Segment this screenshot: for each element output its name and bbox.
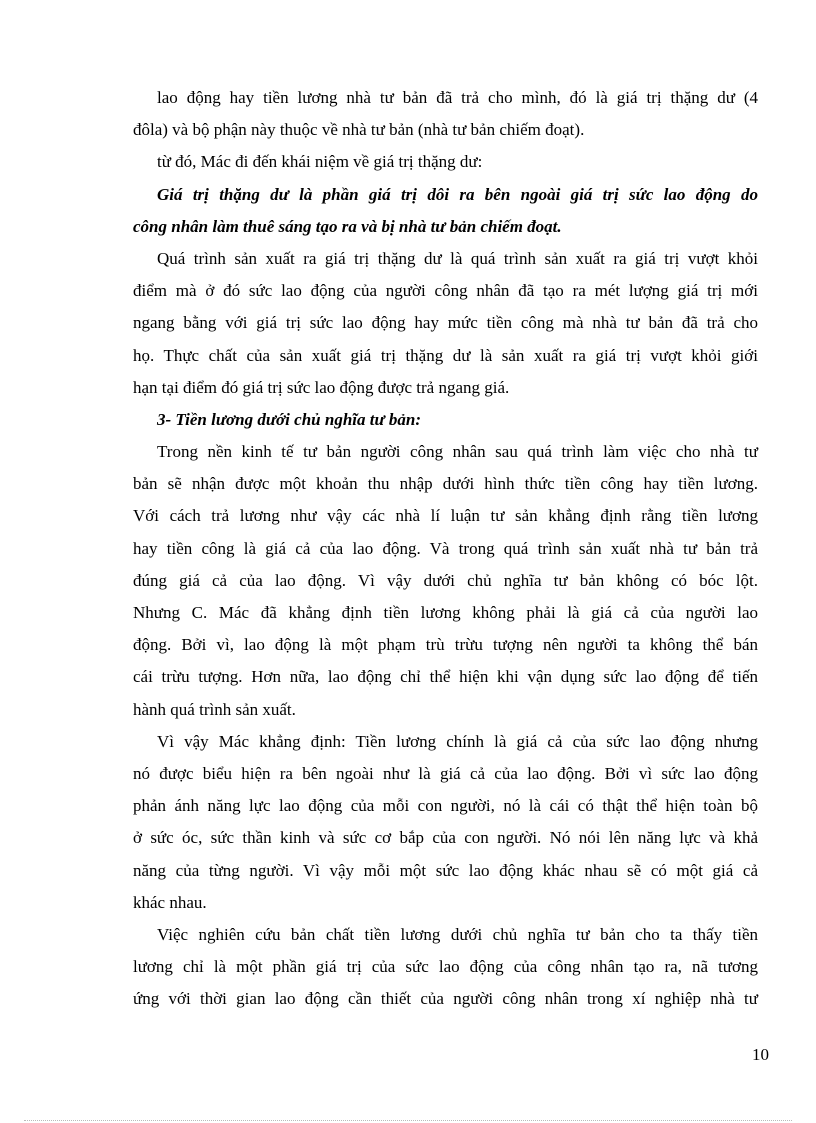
text-line: năng của từng người. Vì vậy mỗi một sức lao động khác nhau sẽ có một giá cả — [133, 860, 758, 880]
paragraph — [133, 146, 758, 178]
text-line: Giá trị thặng dư là phần giá trị dôi ra bên ngoài giá trị sức lao động do — [157, 184, 758, 204]
footer-divider — [24, 1120, 792, 1121]
text-line: lương chỉ là một phần giá trị của sức lao động của công nhân tạo ra, nã tương — [133, 957, 758, 977]
definition-paragraph — [133, 179, 758, 243]
text-line: Quá trình sản xuất ra giá trị thặng dư là quá trình sản xuất ra giá trị vượt khỏi — [157, 248, 758, 268]
text-line: động. Bởi vì, lao động là một phạm trù trừu tượng nên người ta không thể bán — [133, 635, 758, 655]
text-line: Vì vậy Mác khẳng định: Tiền lương chính là giá cả của sức lao động nhưng — [157, 731, 758, 751]
text-line: ở sức óc, sức thần kinh và sức cơ bắp của con người. Nó nói lên năng lực và khả — [133, 828, 758, 848]
paragraph — [133, 82, 758, 146]
text-line: lao động hay tiền lương nhà tư bản đã trả cho mình, đó là giá trị thặng dư (4 — [157, 88, 758, 107]
text-line: hạn tại điểm đó giá trị sức lao động được trả ngang giá. — [133, 377, 510, 397]
text-line: nó được biểu hiện ra bên ngoài như là giá cả của lao động. Bởi vì sức lao động — [133, 763, 758, 783]
text-line: từ đó, Mác đi đến khái niệm về giá trị thặng dư: — [157, 152, 483, 172]
text-line: đúng giá cả của lao động. Vì vậy dưới chủ nghĩa tư bản không có bóc lột. — [133, 570, 758, 590]
text-line: đôla) và bộ phận này thuộc về nhà tư bản (nhà tư bản chiếm đoạt). — [133, 120, 585, 140]
text-line: công nhân làm thuê sáng tạo ra và bị nhà tư bản chiếm đoạt. — [133, 216, 562, 236]
text-line: Trong nền kinh tế tư bản người công nhân sau quá trình làm việc cho nhà tư — [157, 442, 758, 462]
paragraph — [133, 243, 758, 404]
text-line: bản sẽ nhận được một khoản thu nhập dưới hình thức tiền công hay tiền lương. — [133, 474, 758, 494]
text-line: Việc nghiên cứu bản chất tiền lương dưới chủ nghĩa tư bản cho ta thấy tiền — [157, 924, 758, 944]
paragraph — [133, 436, 758, 726]
text-line: cái trừu tượng. Hơn nữa, lao động chỉ thể hiện khi vận dụng sức lao động để tiến — [133, 667, 758, 687]
paragraph — [133, 726, 758, 919]
text-line: 3- Tiền lương dưới chủ nghĩa tư bản: — [157, 409, 422, 429]
text-line: Với cách trả lương như vậy các nhà lí luận tư sản khẳng định rằng tiền lương — [133, 506, 758, 526]
page-number: 10 — [752, 1045, 769, 1064]
text-line: điểm mà ở đó sức lao động của người công nhân đã tạo ra mét lượng giá trị mới — [133, 281, 758, 301]
text-line: hay tiền công là giá cả của lao động. Và trong quá trình sản xuất nhà tư bản trả — [133, 538, 758, 558]
text-line: Nhưng C. Mác đã khẳng định tiền lương không phải là giá cả của người lao — [133, 603, 758, 622]
paragraph — [133, 919, 758, 1016]
text-line: ngang bằng với giá trị sức lao động hay mức tiền công mà nhà tư bản đã trả cho — [133, 313, 758, 333]
text-line: ứng với thời gian lao động cần thiết của người công nhân trong xí nghiệp nhà tư — [133, 989, 758, 1009]
text-line: hành quá trình sản xuất. — [133, 699, 296, 719]
text-line: họ. Thực chất của sản xuất giá trị thặng dư là sản xuất ra giá trị vượt khỏi giới — [133, 345, 758, 365]
text-line: khác nhau. — [133, 892, 207, 912]
section-heading — [133, 404, 758, 436]
document-page — [133, 82, 758, 1015]
text-line: phản ánh năng lực lao động của mỗi con người, nó là cái có thật thể hiện toàn bộ — [133, 796, 758, 816]
